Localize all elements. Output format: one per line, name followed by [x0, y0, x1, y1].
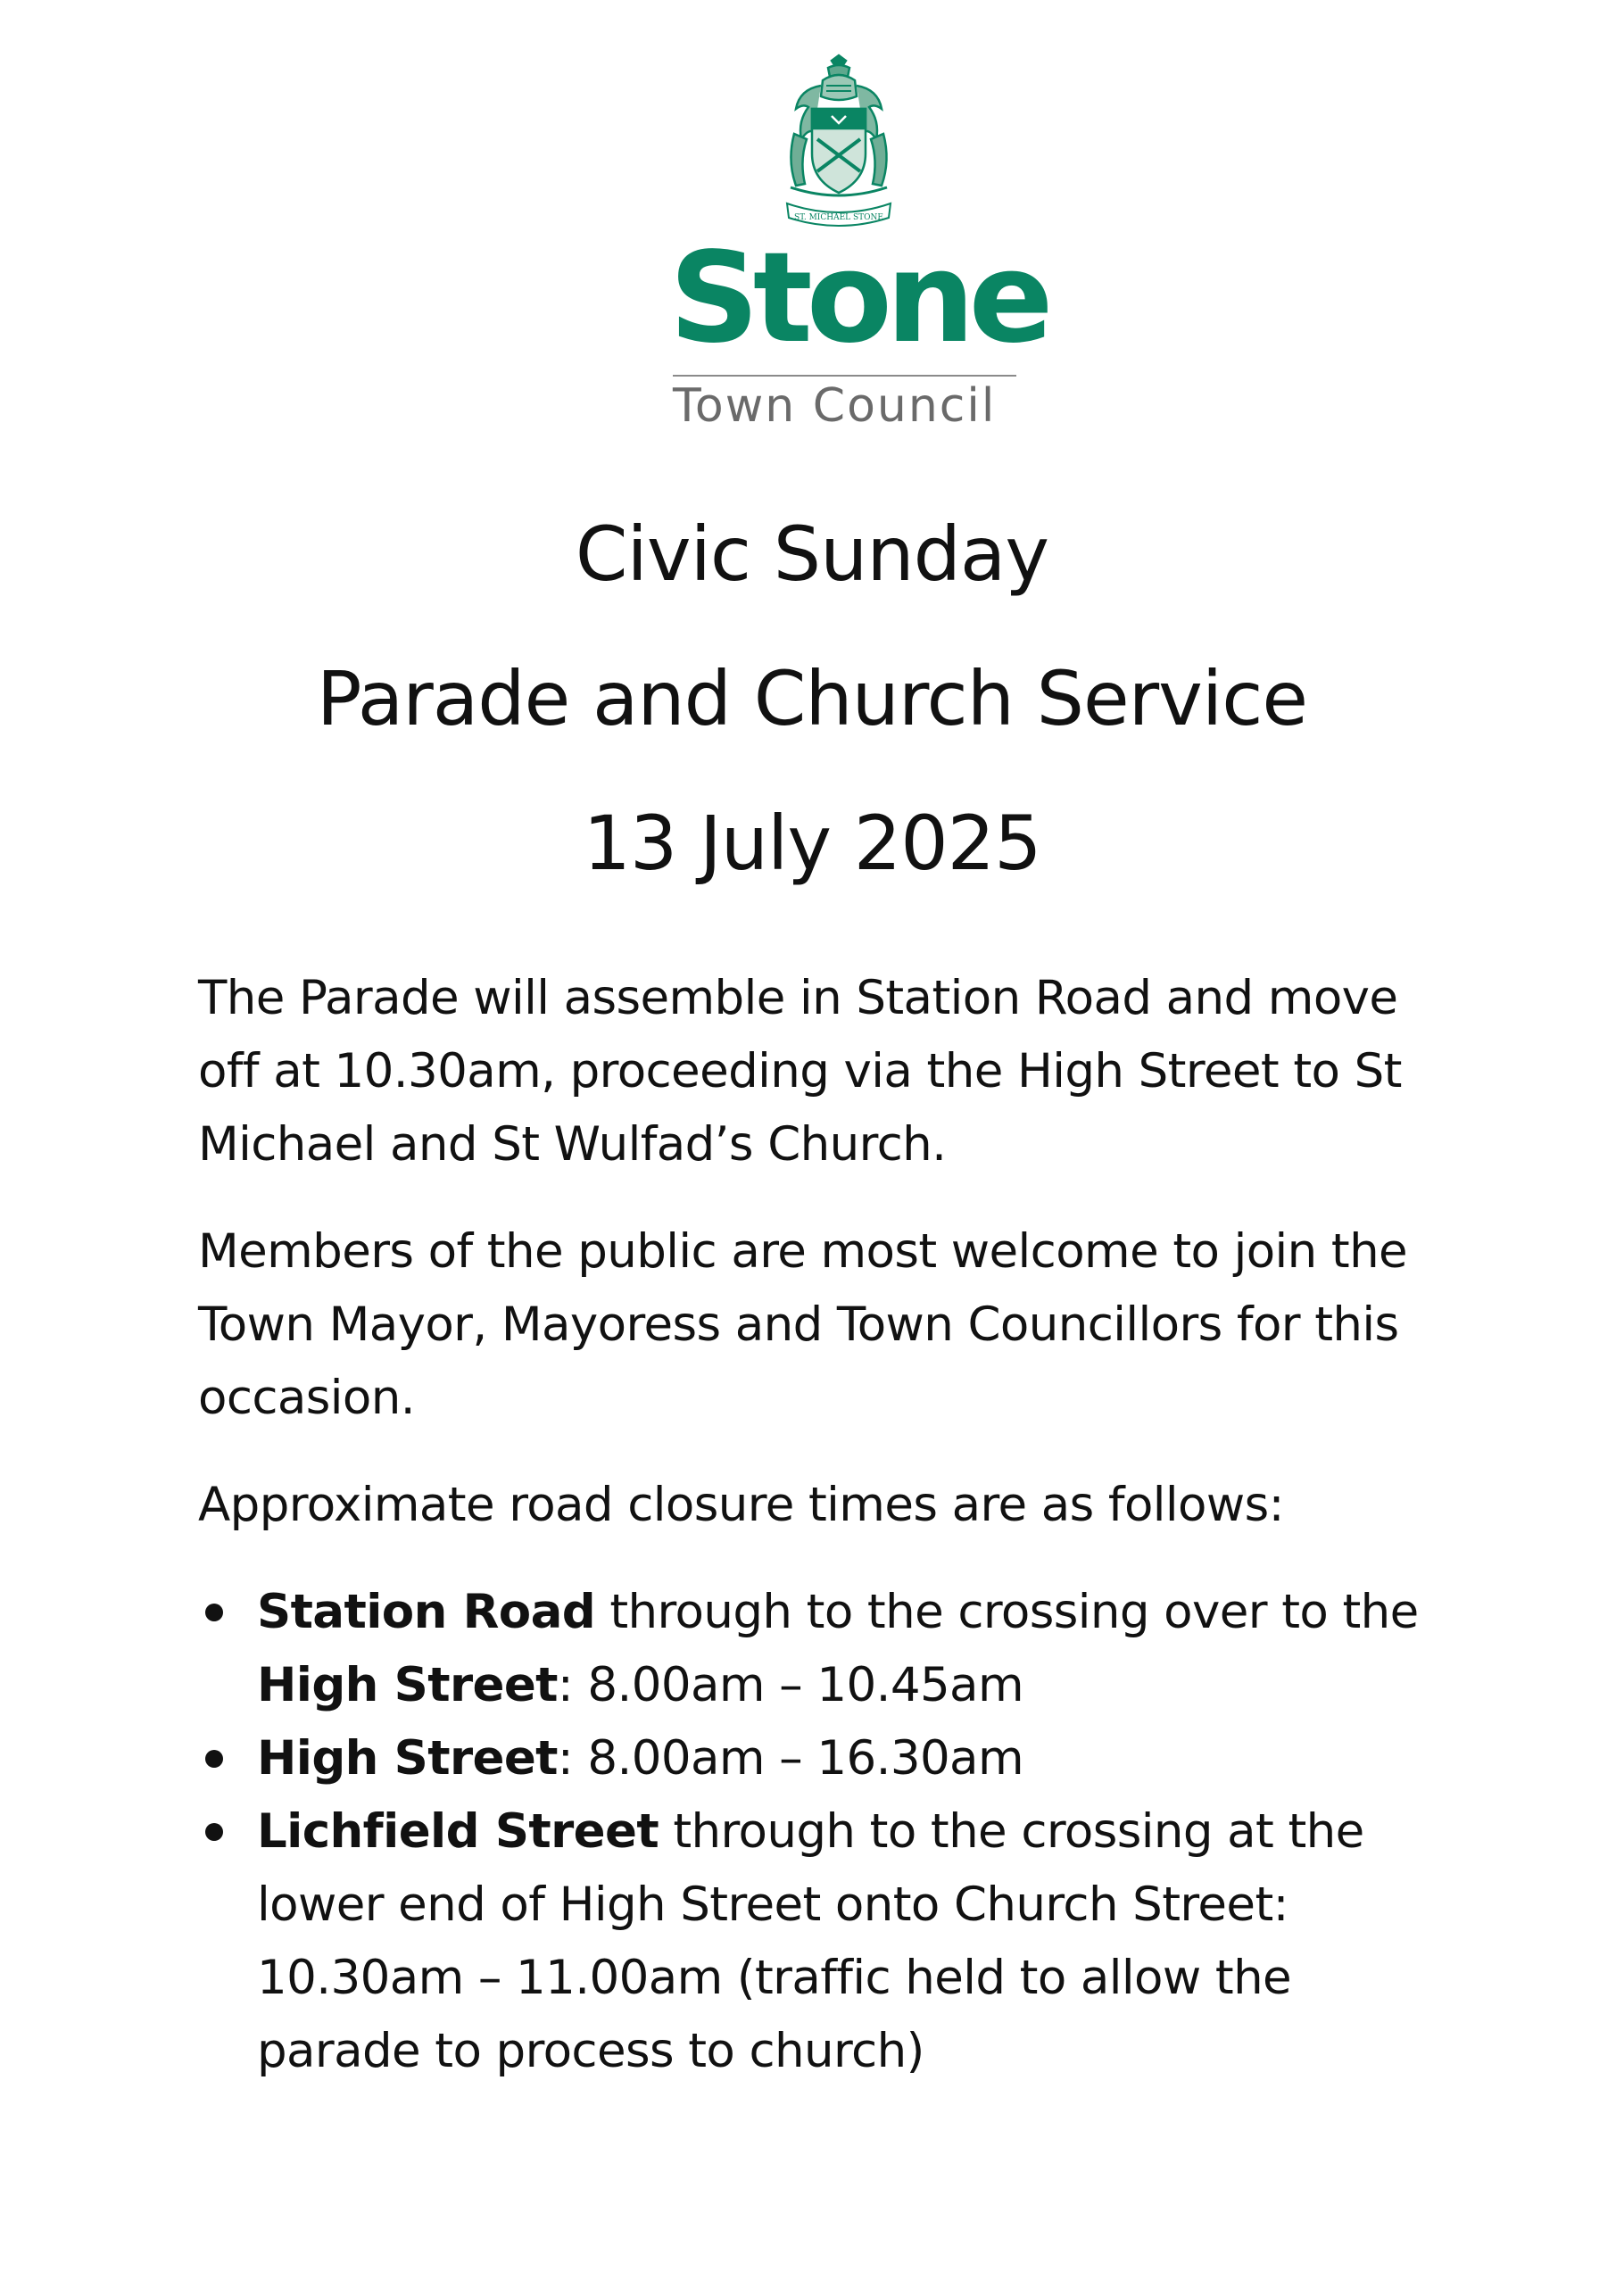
- road-name: High Street: [257, 1731, 558, 1786]
- logo-subtitle: Town Council: [673, 379, 997, 433]
- stone-town-council-logo: [642, 36, 1048, 433]
- road-name: High Street: [257, 1658, 558, 1712]
- closure-time: : 8.00am – 16.30am: [557, 1731, 1023, 1786]
- closure-text: through to the crossing over to the: [595, 1585, 1419, 1639]
- road-name: Station Road: [257, 1585, 596, 1639]
- paragraph-route: The Parade will assemble in Station Road and move off at 10.30am, proceeding via the High Street to St Michael and St Wulfad’s Church.: [198, 971, 1402, 1172]
- road-name: Lichfield Street: [257, 1804, 659, 1859]
- road-closure-list: [198, 1576, 1465, 2088]
- bullet-icon: [205, 1823, 223, 1841]
- crest-motto: ST. MICHAEL STONE: [794, 213, 883, 222]
- coat-of-arms-icon: [776, 54, 901, 241]
- logo-wordmark: Stone: [669, 226, 1048, 371]
- list-item: [198, 1795, 1465, 2088]
- bullet-icon: [205, 1750, 223, 1768]
- bullet-icon: [205, 1604, 223, 1621]
- paragraph-closures-intro: Approximate road closure times are as follows:: [198, 1478, 1284, 1532]
- paragraph-invitation: Members of the public are most welcome to join the Town Mayor, Mayoress and Town Councillors for this occasion.: [198, 1224, 1408, 1425]
- list-item: [198, 1722, 1465, 1795]
- closure-text: through to the crossing at the lower end of High Street onto Church Street: 10.30am – 11.00am (traffic held to allow the parade to process to church): [257, 1804, 1364, 2078]
- list-item: [198, 1576, 1465, 1722]
- closure-time: : 8.00am – 10.45am: [557, 1658, 1023, 1712]
- event-title: [0, 482, 1624, 916]
- title-event-type: Parade and Church Service: [316, 655, 1308, 742]
- notice-body: [198, 962, 1465, 2088]
- title-event-date: 13 July 2025: [583, 800, 1041, 887]
- title-event-name: Civic Sunday: [575, 510, 1049, 598]
